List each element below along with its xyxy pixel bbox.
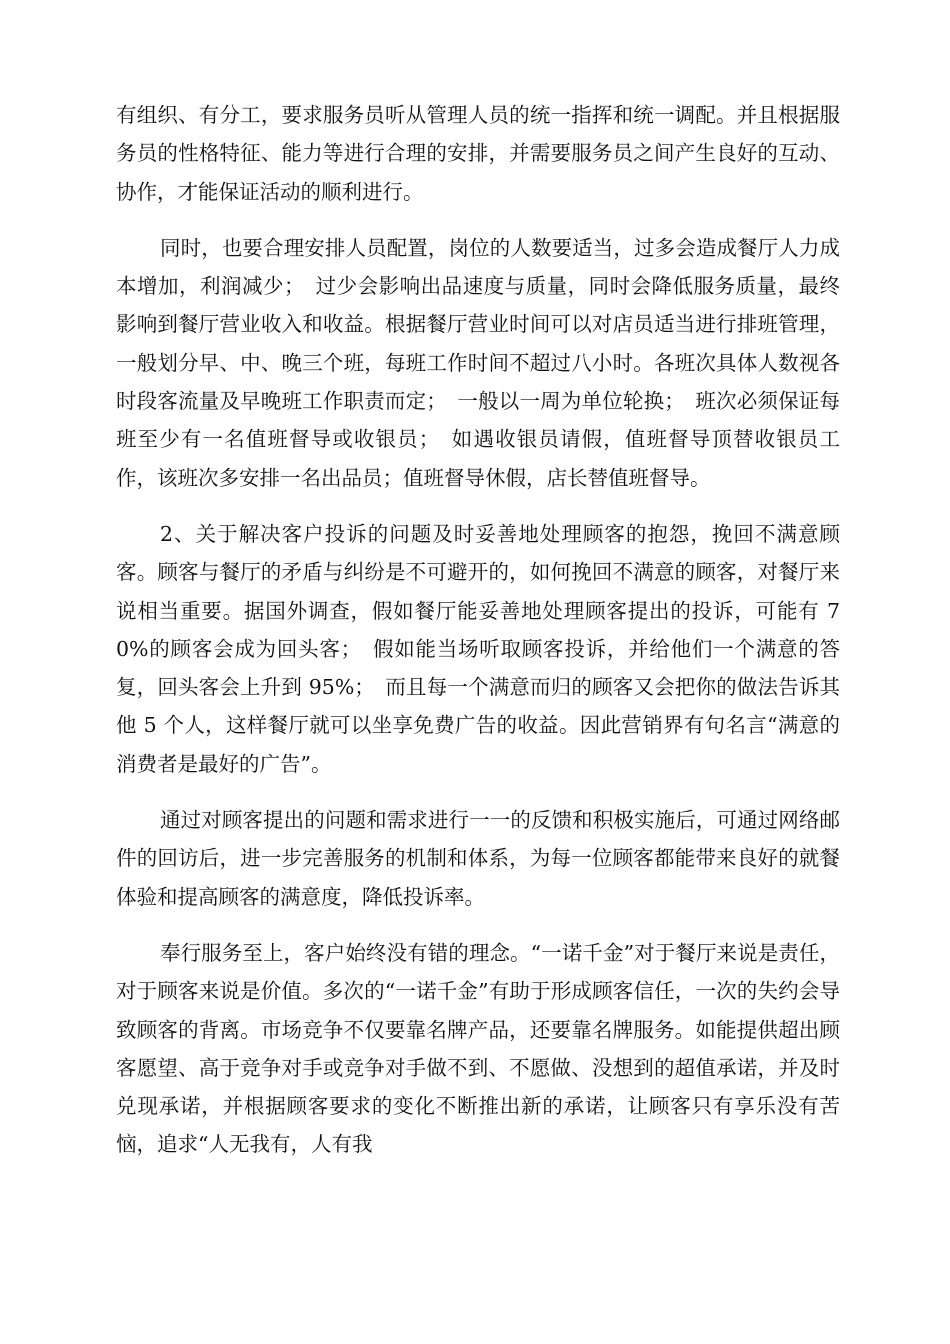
paragraph-2: 同时，也要合理安排人员配置，岗位的人数要适当，过多会造成餐厅人力成本增加，利润减少； 过少会影响出品速度与质量，同时会降低服务质量，最终影响到餐厅营业收入和收益。根据餐厅营业时间可以对店员适当进行排班管理，一般划分早、中、晚三个班，每班工作时间不超过八小时。各班次具体人数视各时段客流量及早晚班工作职责而定； 一般以一周为单位轮换； 班次必须保证每班至少有一名值班督导或收银员； 如遇收银员请假，值班督导顶替收银员工作，该班次多安排一名出品员；值班督导休假，店长替值班督导。 xyxy=(116,235,840,490)
paragraph-4: 通过对顾客提出的问题和需求进行一一的反馈和积极实施后，可通过网络邮件的回访后，进一步完善服务的机制和体系，为每一位顾客都能带来良好的就餐体验和提高顾客的满意度，降低投诉率。 xyxy=(116,808,840,909)
paragraph-3: 2、关于解决客户投诉的问题及时妥善地处理顾客的抱怨，挽回不满意顾客。顾客与餐厅的矛盾与纠纷是不可避开的，如何挽回不满意的顾客，对餐厅来说相当重要。据国外调查，假如餐厅能妥善地处理顾客提出的投诉，可能有 70%的顾客会成为回头客； 假如能当场听取顾客投诉，并给他们一个满意的答复，回头客会上升到 95%； 而且每一个满意而归的顾客又会把你的做法告诉其他 5 个人，这样餐厅就可以坐享免费广告的收益。因此营销界有句名言“满意的消费者是最好的广告”。 xyxy=(116,521,840,776)
paragraph-1: 有组织、有分工，要求服务员听从管理人员的统一指挥和统一调配。并且根据服务员的性格特征、能力等进行合理的安排，并需要服务员之间产生良好的互动、协作，才能保证活动的顺利进行。 xyxy=(116,103,840,204)
paragraph-5: 奉行服务至上，客户始终没有错的理念。“一诺千金”对于餐厅来说是责任，对于顾客来说是价值。多次的“一诺千金”有助于形成顾客信任，一次的失约会导致顾客的背离。市场竞争不仅要靠名牌产品，还要靠名牌服务。如能提供超出顾客愿望、高于竞争对手或竞争对手做不到、不愿做、没想到的超值承诺，并及时兑现承诺，并根据顾客要求的变化不断推出新的承诺，让顾客只有享乐没有苦恼，追求“人无我有，人有我 xyxy=(116,940,840,1157)
document-page xyxy=(116,96,840,1164)
